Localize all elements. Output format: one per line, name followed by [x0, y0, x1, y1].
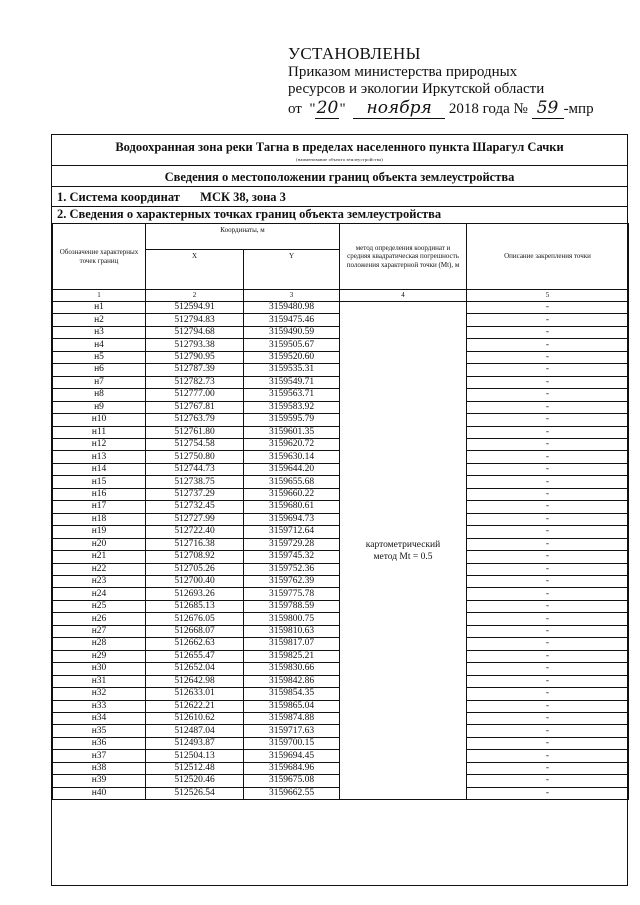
coord-y: 3159830.66 — [244, 663, 340, 675]
coord-x: 512754.58 — [146, 438, 244, 450]
coord-x: 512790.95 — [146, 351, 244, 363]
coord-x: 512655.47 — [146, 650, 244, 662]
fix-description: - — [467, 737, 629, 749]
coord-y: 3159745.32 — [244, 551, 340, 563]
point-name: н34 — [53, 712, 146, 724]
approval-date-line: от "20" ноября 2018 года № 59 -мпр — [288, 98, 594, 118]
header-fix: Описание закрепления точки — [467, 224, 629, 290]
coord-system-value: МСК 38, зона 3 — [200, 190, 286, 204]
coord-y: 3159825.21 — [244, 650, 340, 662]
coord-y: 3159549.71 — [244, 376, 340, 388]
point-name: н31 — [53, 675, 146, 687]
coord-x: 512520.46 — [146, 775, 244, 787]
fix-description: - — [467, 638, 629, 650]
fix-description: - — [467, 762, 629, 774]
point-name: н11 — [53, 426, 146, 438]
coord-y: 3159662.55 — [244, 787, 340, 799]
fix-description: - — [467, 538, 629, 550]
point-name: н40 — [53, 787, 146, 799]
table-row — [53, 302, 629, 314]
point-name: н20 — [53, 538, 146, 550]
coord-y: 3159520.60 — [244, 351, 340, 363]
coord-x: 512744.73 — [146, 463, 244, 475]
header-x: X — [146, 250, 244, 290]
coord-x: 512761.80 — [146, 426, 244, 438]
coord-y: 3159854.35 — [244, 688, 340, 700]
col-number-3: 3 — [244, 290, 340, 302]
fix-description: - — [467, 588, 629, 600]
coord-y: 3159874.88 — [244, 712, 340, 724]
fix-description: - — [467, 476, 629, 488]
coord-x: 512722.40 — [146, 526, 244, 538]
coord-x: 512693.26 — [146, 588, 244, 600]
divider — [52, 165, 627, 166]
coord-x: 512794.68 — [146, 326, 244, 338]
coord-y: 3159712.64 — [244, 526, 340, 538]
fix-description: - — [467, 364, 629, 376]
coord-x: 512526.54 — [146, 787, 244, 799]
coord-y: 3159675.08 — [244, 775, 340, 787]
coord-y: 3159694.73 — [244, 513, 340, 525]
fix-description: - — [467, 663, 629, 675]
point-name: н3 — [53, 326, 146, 338]
coord-x: 512610.62 — [146, 712, 244, 724]
coord-x: 512642.98 — [146, 675, 244, 687]
point-name: н26 — [53, 613, 146, 625]
coord-x: 512750.80 — [146, 451, 244, 463]
coord-x: 512737.29 — [146, 488, 244, 500]
point-name: н32 — [53, 688, 146, 700]
coord-y: 3159842.86 — [244, 675, 340, 687]
coord-x: 512685.13 — [146, 600, 244, 612]
header-y: Y — [244, 250, 340, 290]
fix-description: - — [467, 314, 629, 326]
approval-line-2: ресурсов и экологии Иркутской области — [288, 81, 545, 97]
coord-y: 3159865.04 — [244, 700, 340, 712]
fix-description: - — [467, 613, 629, 625]
point-name: н14 — [53, 463, 146, 475]
order-suffix: -мпр — [563, 101, 594, 117]
coord-x: 512622.21 — [146, 700, 244, 712]
coord-x: 512512.48 — [146, 762, 244, 774]
fix-description: - — [467, 650, 629, 662]
document-title: Водоохранная зона реки Тагна в пределах населенного пункта Шарагул Сачки — [115, 140, 564, 154]
fix-description: - — [467, 451, 629, 463]
point-name: н21 — [53, 551, 146, 563]
coord-y: 3159601.35 — [244, 426, 340, 438]
coord-x: 512767.81 — [146, 401, 244, 413]
point-name: н7 — [53, 376, 146, 388]
document-subtitle: (наименование объекта землеустройства) — [296, 157, 383, 162]
coord-x: 512487.04 — [146, 725, 244, 737]
fix-description: - — [467, 513, 629, 525]
coord-x: 512716.38 — [146, 538, 244, 550]
fix-description: - — [467, 426, 629, 438]
coord-y: 3159480.98 — [244, 302, 340, 314]
coord-x: 512782.73 — [146, 376, 244, 388]
col-number-1: 1 — [53, 290, 146, 302]
approval-title: УСТАНОВЛЕНЫ — [288, 44, 421, 63]
coord-x: 512493.87 — [146, 737, 244, 749]
coord-y: 3159655.68 — [244, 476, 340, 488]
coord-x: 512633.01 — [146, 688, 244, 700]
coord-y: 3159620.72 — [244, 438, 340, 450]
coord-x: 512777.00 — [146, 389, 244, 401]
coord-y: 3159563.71 — [244, 389, 340, 401]
coord-y: 3159694.45 — [244, 750, 340, 762]
point-name: н8 — [53, 389, 146, 401]
point-name: н15 — [53, 476, 146, 488]
date-year: 2018 года № — [448, 101, 528, 117]
coord-y: 3159684.96 — [244, 762, 340, 774]
point-name: н2 — [53, 314, 146, 326]
fix-description: - — [467, 563, 629, 575]
section2-label: 2. Сведения о характерных точках границ объекта землеустройства — [57, 207, 442, 221]
point-name: н16 — [53, 488, 146, 500]
document-frame — [51, 134, 628, 886]
approval-header — [288, 44, 628, 119]
point-name: н1 — [53, 302, 146, 314]
fix-description: - — [467, 401, 629, 413]
point-name: н36 — [53, 737, 146, 749]
fix-description: - — [467, 463, 629, 475]
coord-x: 512727.99 — [146, 513, 244, 525]
coord-y: 3159717.63 — [244, 725, 340, 737]
col-number-5: 5 — [467, 290, 629, 302]
fix-description: - — [467, 775, 629, 787]
point-name: н28 — [53, 638, 146, 650]
coord-y: 3159583.92 — [244, 401, 340, 413]
coord-x: 512708.92 — [146, 551, 244, 563]
fix-description: - — [467, 575, 629, 587]
coord-x: 512668.07 — [146, 625, 244, 637]
coord-y: 3159810.63 — [244, 625, 340, 637]
approval-line-1: Приказом министерства природных — [288, 64, 518, 80]
coord-y: 3159788.59 — [244, 600, 340, 612]
header-point: Обозначение характерных точек границ — [53, 224, 146, 290]
point-name: н33 — [53, 700, 146, 712]
fix-description: - — [467, 750, 629, 762]
coord-x: 512700.40 — [146, 575, 244, 587]
coord-x: 512738.75 — [146, 476, 244, 488]
point-name: н27 — [53, 625, 146, 637]
coord-x: 512594.91 — [146, 302, 244, 314]
point-name: н25 — [53, 600, 146, 612]
coord-x: 512763.79 — [146, 414, 244, 426]
coord-y: 3159700.15 — [244, 737, 340, 749]
fix-description: - — [467, 700, 629, 712]
fix-description: - — [467, 302, 629, 314]
coord-x: 512794.83 — [146, 314, 244, 326]
coord-y: 3159800.75 — [244, 613, 340, 625]
coord-y: 3159490.59 — [244, 326, 340, 338]
fix-description: - — [467, 389, 629, 401]
fix-description: - — [467, 526, 629, 538]
date-prefix: от — [288, 101, 302, 117]
coord-y: 3159762.39 — [244, 575, 340, 587]
date-day: 20 — [316, 98, 339, 118]
header-method: метод определения координат и средняя квадратическая погрешность положения характерной точки (Mt), м — [340, 224, 467, 290]
point-name: н13 — [53, 451, 146, 463]
point-name: н6 — [53, 364, 146, 376]
fix-description: - — [467, 339, 629, 351]
coord-x: 512662.63 — [146, 638, 244, 650]
coord-y: 3159660.22 — [244, 488, 340, 500]
coord-y: 3159729.28 — [244, 538, 340, 550]
header-coords: Координаты, м — [146, 224, 340, 250]
coord-y: 3159752.36 — [244, 563, 340, 575]
coord-x: 512652.04 — [146, 663, 244, 675]
coord-x: 512504.13 — [146, 750, 244, 762]
point-name: н5 — [53, 351, 146, 363]
coord-y: 3159475.46 — [244, 314, 340, 326]
point-name: н24 — [53, 588, 146, 600]
coord-y: 3159505.67 — [244, 339, 340, 351]
point-name: н12 — [53, 438, 146, 450]
point-name: н37 — [53, 750, 146, 762]
point-name: н29 — [53, 650, 146, 662]
fix-description: - — [467, 600, 629, 612]
coord-y: 3159775.78 — [244, 588, 340, 600]
section-title: Сведения о местоположении границ объекта землеустройства — [164, 170, 515, 184]
col-number-4: 4 — [340, 290, 467, 302]
coord-y: 3159680.61 — [244, 501, 340, 513]
order-number: 59 — [532, 98, 564, 119]
fix-description: - — [467, 438, 629, 450]
fix-description: - — [467, 675, 629, 687]
point-name: н39 — [53, 775, 146, 787]
fix-description: - — [467, 688, 629, 700]
coord-x: 512676.05 — [146, 613, 244, 625]
fix-description: - — [467, 501, 629, 513]
fix-description: - — [467, 488, 629, 500]
coord-y: 3159644.20 — [244, 463, 340, 475]
point-name: н19 — [53, 526, 146, 538]
fix-description: - — [467, 376, 629, 388]
coord-y: 3159595.79 — [244, 414, 340, 426]
point-name: н35 — [53, 725, 146, 737]
point-name: н38 — [53, 762, 146, 774]
coord-y: 3159630.14 — [244, 451, 340, 463]
fix-description: - — [467, 625, 629, 637]
divider — [52, 186, 627, 187]
date-month: ноября — [353, 98, 445, 119]
point-name: н4 — [53, 339, 146, 351]
fix-description: - — [467, 787, 629, 799]
coord-x: 512705.26 — [146, 563, 244, 575]
fix-description: - — [467, 414, 629, 426]
coord-x: 512732.45 — [146, 501, 244, 513]
point-name: н23 — [53, 575, 146, 587]
point-name: н17 — [53, 501, 146, 513]
col-number-2: 2 — [146, 290, 244, 302]
fix-description: - — [467, 351, 629, 363]
coord-y: 3159817.07 — [244, 638, 340, 650]
coordinates-table — [52, 223, 629, 800]
point-name: н18 — [53, 513, 146, 525]
fix-description: - — [467, 725, 629, 737]
point-name: н22 — [53, 563, 146, 575]
fix-description: - — [467, 712, 629, 724]
point-name: н9 — [53, 401, 146, 413]
fix-description: - — [467, 551, 629, 563]
method-cell: картометрический метод Mt = 0.5 — [340, 302, 467, 800]
point-name: н10 — [53, 414, 146, 426]
point-name: н30 — [53, 663, 146, 675]
coord-x: 512793.38 — [146, 339, 244, 351]
coord-y: 3159535.31 — [244, 364, 340, 376]
fix-description: - — [467, 326, 629, 338]
coord-x: 512787.39 — [146, 364, 244, 376]
coord-system-row — [57, 190, 286, 205]
coord-system-label: 1. Система координат — [57, 190, 180, 204]
